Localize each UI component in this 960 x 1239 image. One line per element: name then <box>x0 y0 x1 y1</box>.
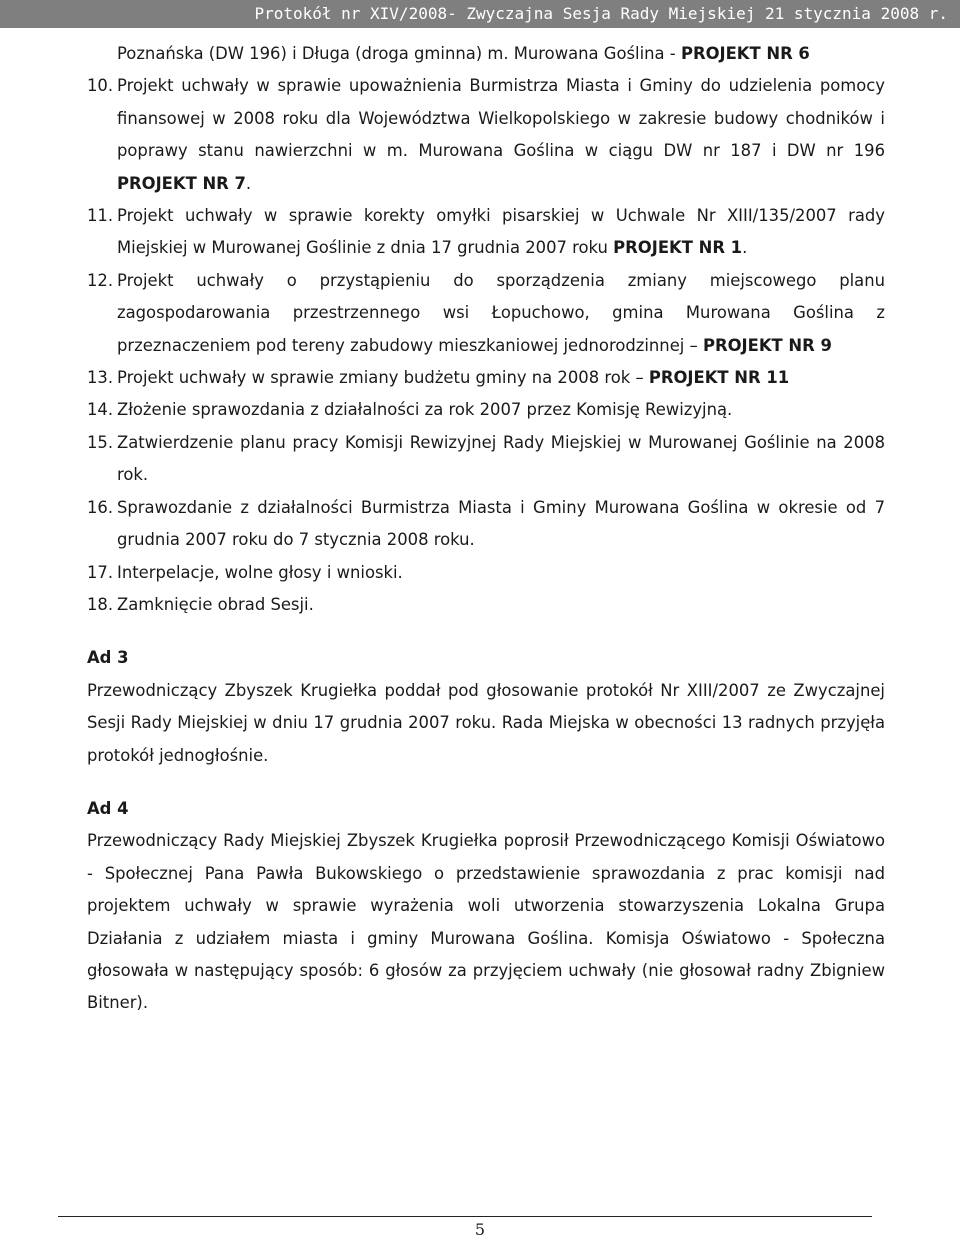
agenda-item <box>87 394 885 426</box>
agenda-item <box>87 427 885 492</box>
section-paragraph: Przewodniczący Zbyszek Krugiełka poddał pod głosowanie protokół Nr XIII/2007 ze Zwyczajnej Sesji Rady Miejskiej w dniu 17 grudnia 2007 roku. Rada Miejska w obecności 13 radnych przyjęła protokół jednogłośnie. <box>87 680 885 765</box>
agenda-item-text: Projekt uchwały o przystąpieniu do sporządzenia zmiany miejscowego planu zagospodarowania przestrzennego wsi Łopuchowo, gmina Murowana Goślina z przeznaczeniem pod tereny zabudowy mieszkaniowej jednorodzinnej – <box>117 270 885 355</box>
agenda-item-text: Poznańska (DW 196) i Długa (droga gminna) m. Murowana Goślina - <box>117 44 681 63</box>
agenda-item-text: Projekt uchwały w sprawie upoważnienia Burmistrza Miasta i Gminy do udzielenia pomocy finansowej w 2008 roku dla Województwa Wielkopolskiego w zakresie budowy chodników i poprawy stanu nawierzchni w m. Murowana Goślina w ciągu DW nr 187 i DW nr 196 <box>117 76 885 161</box>
header-title: Protokół nr XIV/2008- Zwyczajna Sesja Rady Miejskiej 21 stycznia 2008 r. <box>254 4 948 23</box>
agenda-item-text: Projekt uchwały w sprawie zmiany budżetu gminy na 2008 rok – <box>117 368 649 388</box>
agenda-item-text: Sprawozdanie z działalności Burmistrza Miasta i Gminy Murowana Goślina w okresie od 7 grudnia 2007 roku do 7 stycznia 2008 roku. <box>117 497 885 550</box>
project-label: PROJEKT NR 7 <box>117 173 246 193</box>
page-number: 5 <box>474 1220 486 1239</box>
agenda-item-number: 15. <box>87 432 114 452</box>
agenda-item <box>87 589 885 621</box>
running-header <box>0 0 960 28</box>
agenda-item <box>87 492 885 557</box>
agenda-item-number: 11. <box>87 206 114 226</box>
agenda-item-number: 12. <box>87 270 114 290</box>
footer-divider <box>58 1216 872 1217</box>
agenda-item <box>87 70 885 200</box>
project-label: PROJEKT NR 9 <box>702 335 832 355</box>
section-heading: Ad 4 <box>87 798 129 818</box>
agenda-item-text: Zatwierdzenie planu pracy Komisji Rewizyjnej Rady Miejskiej w Murowanej Goślinie na 2008 rok. <box>117 432 885 485</box>
project-label: PROJEKT NR 1 <box>613 238 743 258</box>
section-paragraph: Przewodniczący Rady Miejskiej Zbyszek Krugiełka poprosił Przewodniczącego Komisji Oświatowo - Społecznej Pana Pawła Bukowskiego o przedstawienie sprawozdania z prac komisji nad projektem uchwały w sprawie wyrażenia woli utworzenia stowarzyszenia Lokalna Grupa Działania z udziałem miasta i gminy Murowana Goślina. Komisja Oświatowo - Społeczna głosowała w następujący sposób: 6 głosów za przyjęciem uchwały (nie głosował radny Zbigniew Bitner). <box>87 831 885 1013</box>
agenda-item <box>87 200 885 265</box>
agenda-item-number: 13. <box>87 368 114 388</box>
agenda-item <box>87 362 885 394</box>
agenda-item-number: 14. <box>87 400 114 420</box>
agenda-item-number: 17. <box>87 562 114 582</box>
agenda-item-number: 16. <box>87 497 114 517</box>
agenda-item-tail: . <box>742 238 748 258</box>
agenda-item <box>87 557 885 589</box>
agenda-item-number: 18. <box>87 594 114 614</box>
agenda-item-text: Złożenie sprawozdania z działalności za rok 2007 przez Komisję Rewizyjną. <box>117 400 733 420</box>
agenda-item-continuation <box>87 38 885 70</box>
agenda-item-text: Projekt uchwały w sprawie korekty omyłki pisarskiej w Uchwale Nr XIII/135/2007 rady Miejskiej w Murowanej Goślinie z dnia 17 grudnia 2007 roku <box>117 206 885 258</box>
section-heading: Ad 3 <box>87 648 129 668</box>
agenda-item-number: 10. <box>87 76 114 96</box>
project-label: PROJEKT NR 11 <box>648 368 790 388</box>
project-label: PROJEKT NR 6 <box>680 44 810 63</box>
agenda-item-tail: . <box>245 173 252 193</box>
agenda-item <box>87 265 885 362</box>
agenda-item-text: Zamknięcie obrad Sesji. <box>117 594 314 614</box>
page-content <box>87 38 885 1020</box>
agenda-item-text: Interpelacje, wolne głosy i wnioski. <box>117 562 403 582</box>
